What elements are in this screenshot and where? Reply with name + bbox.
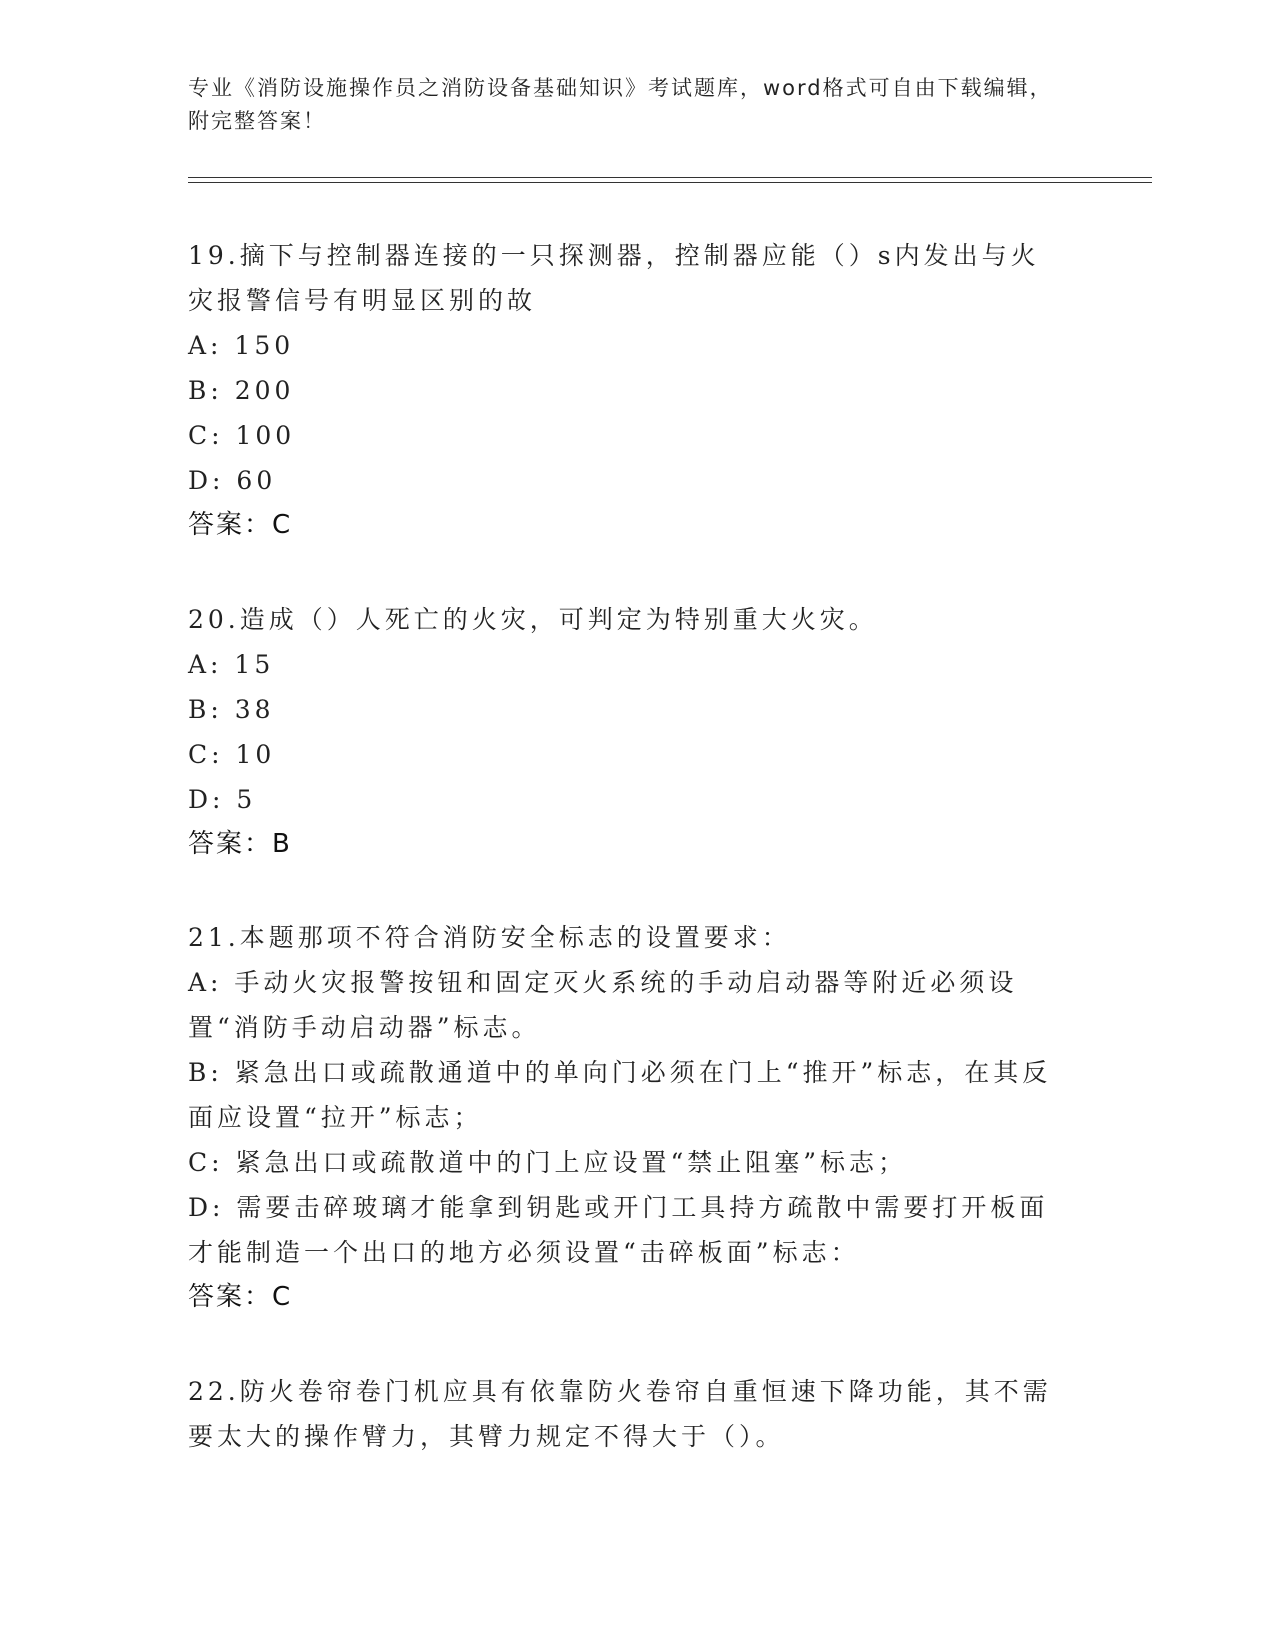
question-stem: 20.造成（）人死亡的火灾，可判定为特别重大火灾。 <box>188 605 878 634</box>
option-b: B: 38 <box>188 695 275 724</box>
option-a: A: 15 <box>188 650 275 679</box>
question-stem: 22.防火卷帘卷门机应具有依靠防火卷帘自重恒速下降功能，其不需要太大的操作臂力，其臂力规定不得大于（）。 <box>188 1377 1052 1451</box>
option-a: A: 150 <box>188 331 295 360</box>
question-22 <box>188 1369 1068 1459</box>
header-divider-bottom <box>188 182 1152 183</box>
option-c: C: 100 <box>188 421 296 450</box>
question-stem: 19.摘下与控制器连接的一只探测器，控制器应能（）s内发出与火灾报警信号有明显区别的故 <box>188 241 1040 315</box>
question-20 <box>188 597 1068 867</box>
option-d: D: 5 <box>188 785 257 814</box>
question-19 <box>188 233 1068 548</box>
question-stem: 21.本题那项不符合消防安全标志的设置要求： <box>188 923 791 952</box>
option-c: C: 10 <box>188 740 276 769</box>
option-d: D: 需要击碎玻璃才能拿到钥匙或开门工具持方疏散中需要打开板面才能制造一个出口的地方必须设置“击碎板面”标志： <box>188 1193 1049 1267</box>
option-b: B: 200 <box>188 376 295 405</box>
document-header: 专业《消防设施操作员之消防设备基础知识》考试题库，word格式可自由下载编辑，附完整答案！ <box>188 76 1053 133</box>
answer: 答案：C <box>188 510 293 540</box>
option-b: B: 紧急出口或疏散通道中的单向门必须在门上“推开”标志，在其反面应设置“拉开”标志； <box>188 1058 1052 1132</box>
answer: 答案：B <box>188 829 292 859</box>
option-c: C: 紧急出口或疏散道中的门上应设置“禁止阻塞”标志； <box>188 1148 908 1177</box>
option-a: A: 手动火灾报警按钮和固定灭火系统的手动启动器等附近必须设置“消防手动启动器”标志。 <box>188 968 1018 1042</box>
header-divider-top <box>188 177 1152 178</box>
option-d: D: 60 <box>188 466 277 495</box>
question-21 <box>188 915 1068 1320</box>
answer: 答案：C <box>188 1282 293 1312</box>
